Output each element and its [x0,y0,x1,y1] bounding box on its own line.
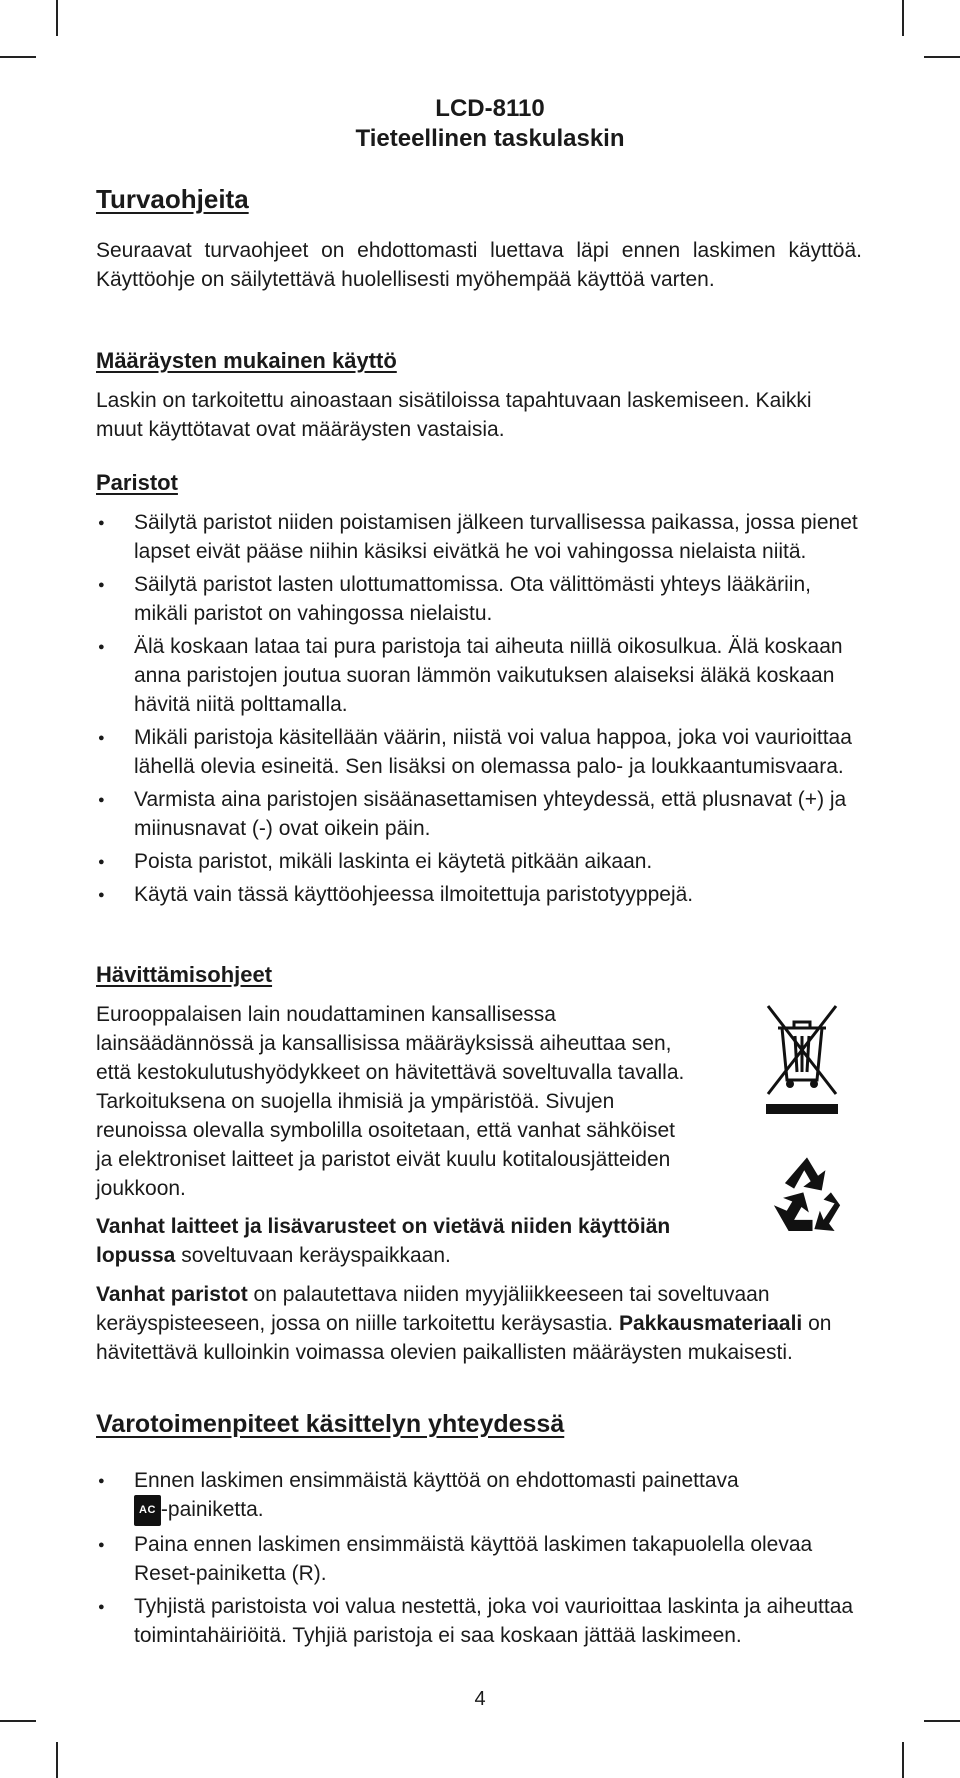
precaution-suffix: -painiketta. [160,1498,264,1521]
intended-use-title: Määräysten mukainen käyttö [96,348,397,373]
crop-mark [902,1742,904,1778]
list-item: ● Varmista aina paristojen sisäänasettamisen yhteydessä, että plusnavat (+) ja miinusnavat (-) ovat oikein päin. [96,785,862,843]
precautions-title: Varotoimenpiteet käsittelyn yhteydessä [96,1410,565,1438]
list-item: ● Tyhjistä paristoista voi valua nestettä, joka voi vaurioittaa laskinta ja aiheuttaa toimintahäiriöitä. Tyhjiä paristoja ei saa koskaan jättää laskimeen. [96,1592,862,1650]
disposal-title: Hävittämisohjeet [96,962,273,987]
model-number: LCD-8110 [435,95,545,122]
packaging-rest: on hävitettävä kulloinkin voimassa olevien paikallisten määräysten mukaisesti. [96,1312,832,1364]
document-header [290,94,690,154]
crop-mark [56,0,58,36]
crop-mark [56,1742,58,1778]
list-item: ● Mikäli paristoja käsitellään väärin, niistä voi valua happoa, joka voi vaurioittaa lähellä olevia esineitä. Sen lisäksi on olemassa palo- ja loukkaantumisvaara. [96,723,862,781]
product-subtitle: Tieteellinen taskulaskin [355,125,625,152]
old-batteries-bold: Vanhat paristot [96,1283,248,1306]
list-item: ● Poista paristot, mikäli laskinta ei käytetä pitkään aikaan. [96,847,862,876]
list-item: ● Paina ennen laskimen ensimmäistä käyttöä laskimen takapuolella olevaa Reset-painiketta (R). [96,1530,862,1588]
batteries-list [96,508,862,913]
old-devices-text [96,1212,716,1270]
precautions-list [96,1466,862,1654]
list-item: ● Älä koskaan lataa tai pura paristoja tai aiheuta niillä oikosulkua. Älä koskaan anna paristojen joutua suoran lämmön vaikutuksen alaiseksi äläkä koskaan hävitä niitä polttamalla. [96,632,862,719]
crop-mark [924,1720,960,1722]
old-batteries-text [96,1280,862,1367]
list-item: ● Käytä vain tässä käyttöohjeessa ilmoitettuja paristotyyppejä. [96,880,862,909]
intended-use-text: Laskin on tarkoitettu ainoastaan sisätiloissa tapahtuvaan laskemiseen. Kaikki muut käyttötavat ovat määräysten vastaisia. [96,389,812,441]
packaging-bold: Pakkausmateriaali [618,1312,803,1335]
list-item [96,1466,862,1526]
crossed-out-wheelie-bin-icon [762,1000,842,1120]
crop-mark [902,0,904,36]
list-item: ● Säilytä paristot lasten ulottumattomissa. Ota välittömästi yhteys lääkäriin, mikäli paristot on vahingossa nielaistu. [96,570,862,628]
recycle-icon [760,1150,854,1242]
ac-key-icon: AC [134,1495,161,1526]
list-item: ● Säilytä paristot niiden poistamisen jälkeen turvallisessa paikassa, jossa pienet lapset eivät pääse niihin käsiksi eivätkä he voi vahingossa nielaista niitä. [96,508,862,566]
old-devices-bold: Vanhat laitteet ja lisävarusteet on vietävä niiden käyttöiän lopussa [96,1215,671,1267]
disposal-text: Eurooppalaisen lain noudattaminen kansallisessa lainsäädännössä ja kansallisissa määräyksissä aiheuttaa sen, että kestokulutushyödykkeet on hävitettävä soveltuvalla tavalla. Tarkoituksena on suojella ihmisiä ja ympäristöä. Sivujen reunoissa olevalla symbolilla osoitetaan, että vanhat sähköiset ja elektroniset laitteet ja paristot eivät kuulu kotitalousjätteiden joukkoon. [96,1003,685,1200]
precaution-text: Ennen laskimen ensimmäistä käyttöä on ehdottomasti painettava [134,1469,739,1492]
old-batteries-rest: on palautettava niiden myyjäliikkeeseen tai soveltuvaan keräyspisteeseen, jossa on niille tarkoitettu keräysastia. [96,1283,770,1335]
safety-title: Turvaohjeita [96,184,249,214]
old-devices-rest: soveltuvaan keräyspaikkaan. [175,1244,451,1267]
crop-mark [0,56,36,58]
crop-mark [924,56,960,58]
safety-intro: Seuraavat turvaohjeet on ehdottomasti luettava läpi ennen laskimen käyttöä. Käyttöohje on säilytettävä huolellisesti myöhempää käyttöä varten. [96,239,862,291]
crop-mark [0,1720,36,1722]
page-number: 4 [474,1688,486,1710]
batteries-title: Paristot [96,470,178,495]
